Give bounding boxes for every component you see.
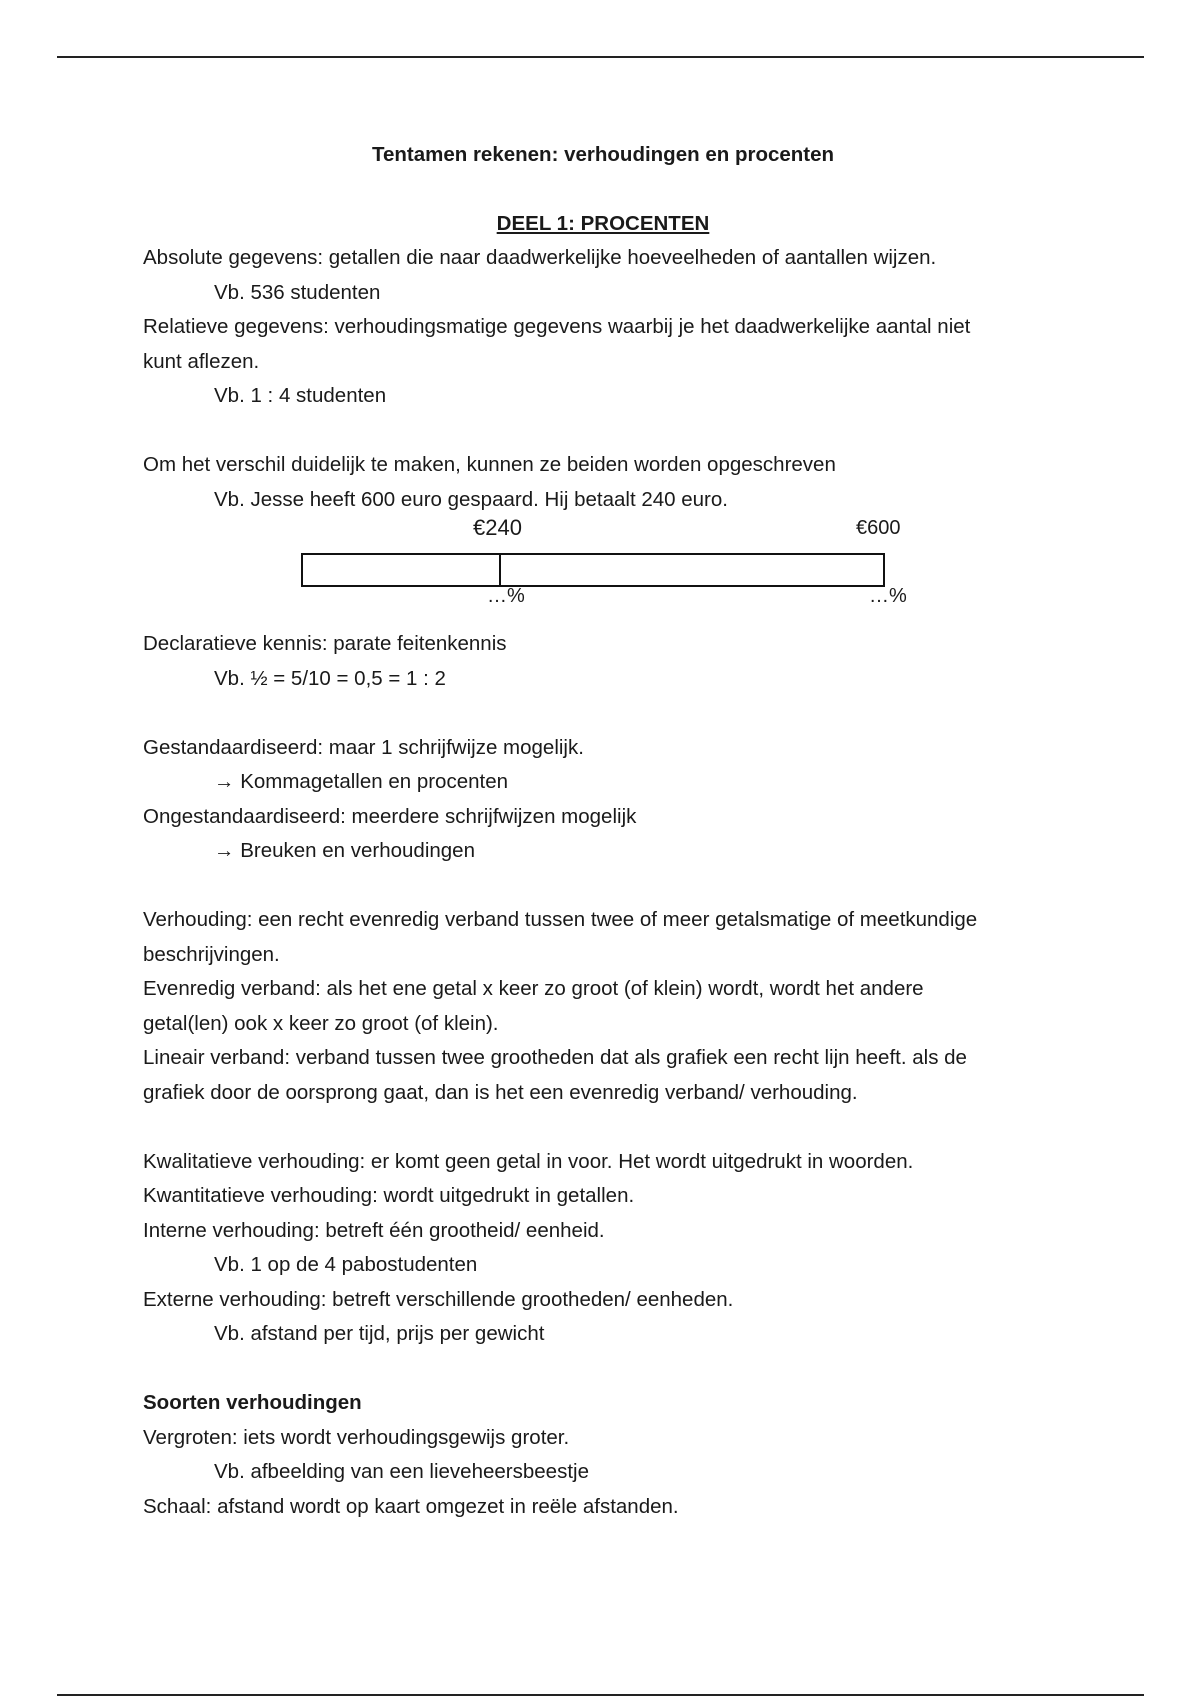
- types-heading: Soorten verhoudingen: [143, 1391, 362, 1414]
- standardized-example: → Kommagetallen en procenten: [214, 770, 509, 793]
- enlarge-definition: Vergroten: iets wordt verhoudingsgewijs groter.: [143, 1425, 570, 1449]
- document-title: Tentamen rekenen: verhoudingen en procenten: [371, 143, 835, 166]
- proportional-definition-line-2: getal(len) ook x keer zo groot (of klein).: [143, 1011, 499, 1035]
- standardized-definition: Gestandaardiseerd: maar 1 schrijfwijze mogelijk.: [143, 735, 584, 759]
- bar-divider: [499, 553, 501, 587]
- internal-definition: Interne verhouding: betreft één grootheid/ eenheid.: [143, 1218, 605, 1242]
- section-heading: DEEL 1: PROCENTEN: [496, 211, 710, 235]
- relative-example: Vb. 1 : 4 studenten: [214, 384, 387, 407]
- external-example: Vb. afstand per tijd, prijs per gewicht: [214, 1322, 545, 1345]
- declarative-definition: Declaratieve kennis: parate feitenkennis: [143, 632, 507, 655]
- declarative-example: Vb. ½ = 5/10 = 0,5 = 1 : 2: [214, 666, 446, 690]
- linear-definition-line-2: grafiek door de oorsprong gaat, dan is het een evenredig verband/ verhouding.: [143, 1080, 858, 1104]
- qualitative-definition: Kwalitatieve verhouding: er komt geen getal in voor. Het wordt uitgedrukt in woorden.: [143, 1149, 914, 1173]
- bar-total-percent: …%: [869, 585, 907, 607]
- footer-rule: [57, 1694, 1144, 1696]
- enlarge-example: Vb. afbeelding van een lieveheersbeestje: [214, 1460, 589, 1483]
- relative-definition-line-2: kunt aflezen.: [143, 349, 260, 373]
- bar-total-label: €600: [856, 517, 901, 539]
- bar-outline: [301, 553, 885, 587]
- header-rule: [57, 56, 1144, 58]
- quantitative-definition: Kwantitatieve verhouding: wordt uitgedrukt in getallen.: [143, 1184, 635, 1207]
- absolute-example: Vb. 536 studenten: [214, 280, 381, 304]
- difference-example: Vb. Jesse heeft 600 euro gespaard. Hij betaalt 240 euro.: [214, 487, 728, 511]
- linear-definition-line-1: Lineair verband: verband tussen twee grootheden dat als grafiek een recht lijn heeft. als de: [143, 1046, 967, 1069]
- relative-definition-line-1: Relatieve gegevens: verhoudingsmatige gegevens waarbij je het daadwerkelijke aantal niet: [143, 315, 971, 338]
- proportional-definition-line-1: Evenredig verband: als het ene getal x keer zo groot (of klein) wordt, wordt het andere: [143, 977, 924, 1000]
- external-definition: Externe verhouding: betreft verschillende grootheden/ eenheden.: [143, 1287, 734, 1311]
- scale-definition: Schaal: afstand wordt op kaart omgezet in reële afstanden.: [143, 1494, 679, 1518]
- nonstandardized-definition: Ongestandaardiseerd: meerdere schrijfwijzen mogelijk: [143, 804, 637, 828]
- bar-part-label: €240: [473, 515, 522, 540]
- percentage-bar-diagram: [143, 517, 1073, 609]
- internal-example: Vb. 1 op de 4 pabostudenten: [214, 1253, 478, 1276]
- difference-intro: Om het verschil duidelijk te maken, kunnen ze beiden worden opgeschreven: [143, 453, 836, 476]
- ratio-definition-line-2: beschrijvingen.: [143, 942, 280, 966]
- document-body: [143, 138, 1073, 1524]
- ratio-definition-line-1: Verhouding: een recht evenredig verband tussen twee of meer getalsmatige of meetkundige: [143, 908, 978, 931]
- bar-part-percent: …%: [487, 585, 525, 607]
- absolute-definition: Absolute gegevens: getallen die naar daadwerkelijke hoeveelheden of aantallen wijzen.: [143, 246, 937, 269]
- nonstandardized-example: → Breuken en verhoudingen: [214, 839, 475, 862]
